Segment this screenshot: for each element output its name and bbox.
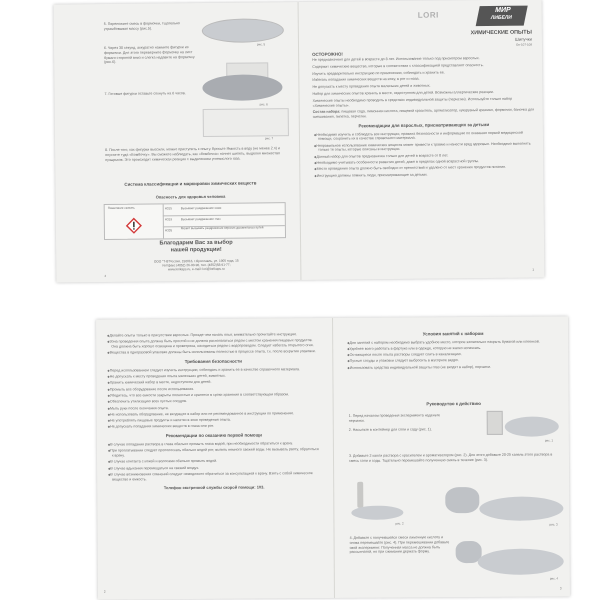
product-code: Оп-107-108 bbox=[516, 42, 533, 47]
product-title: ХИМИЧЕСКИЕ ОПЫТЫ bbox=[470, 29, 532, 37]
fig-4-label: рис. 4 bbox=[549, 576, 559, 581]
lori-logo: LORI bbox=[417, 10, 439, 20]
adult-rec-item: ◆ Место проведения опыта должно быть свободно от препятствий и удалено от мест хранения продуктов питания. bbox=[313, 165, 535, 172]
first-aid-title: Рекомендации по оказанию первой помощи bbox=[165, 432, 263, 439]
hazard-text: Вызывает раздражение кожи bbox=[180, 205, 222, 211]
hazard-signal-word: Пожелание сказать bbox=[107, 205, 135, 211]
cup-illustration bbox=[487, 411, 503, 435]
safety-item: ◆ Промыть все оборудование после использования. bbox=[107, 386, 321, 392]
page-number: 4 bbox=[104, 274, 107, 279]
safety-item: ◆ Не допускать к месту проведения опыта маленьких детей, животных. bbox=[106, 373, 320, 379]
storage-block bbox=[346, 330, 560, 372]
warning-line: Изучить предварительно инструкцию по применению, соблюдать и хранить ее. bbox=[312, 70, 445, 76]
step-6-text: 6. Через 30 секунд, аккуратно нажмите фигурки из формочки. Для этого переверните формочку на лист бумаги стороной вниз и слегка надавите на формочку (рис.6). bbox=[103, 45, 195, 65]
safety-item: ◆ Обеспечить утилизацию всех пустых сосудов. bbox=[107, 398, 321, 404]
adult-rec-item: ◆ Необходимо учитывать особенности развития детей, даже в пределах одной возрастной группы. bbox=[313, 159, 535, 166]
fold-line bbox=[298, 2, 302, 280]
safety-item: ◆ Не употреблять пищевые продукты и напитки в зоне проведения опыта. bbox=[107, 417, 321, 423]
hazard-title: Опасность для здоровья человека bbox=[155, 193, 226, 200]
adult-rec-item: ◆ Неправильное использование химических веществ может привести к травме и нанести вред здоровью. Необходимо выполнять только те опыты, которые описаны в инструкции. bbox=[313, 141, 535, 153]
bowl-illustration bbox=[479, 496, 563, 521]
adult-rec-item: ◆ Инструкцию должны помнить люди, присматривающие за детьми. bbox=[313, 171, 535, 178]
safety-item: ◆ Хранить химический набор в месте, недоступном для детей. bbox=[106, 379, 320, 385]
storage-title: Условия занятий с набором bbox=[422, 330, 484, 337]
safety-item: ◆ Мыть руки после окончания опыта. bbox=[107, 405, 321, 411]
page-right-top bbox=[302, 0, 545, 280]
mixing-hand-illustration bbox=[445, 487, 479, 513]
storage-item: ◆ Пустые сосуды и упаковки следует выбросить в мусорное ведро. bbox=[346, 358, 560, 364]
hazard-pictogram-cell bbox=[105, 204, 164, 239]
adult-rec-item: ◆ Необходимо изучить и соблюдать все инструкции, правила безопасности и информацию по оказанию первой медицинской помощи, сохранить их в качестве справочного материала. bbox=[313, 130, 535, 142]
fig-1-label: рис. 1 bbox=[544, 438, 554, 443]
intro-item: ◆ Делайте опыты только в присутствии взрослых. Прежде чем начать опыт, внимательно прочитайте инструкцию. bbox=[106, 332, 320, 338]
safety-item: ◆ Убедитесь, что все емкости закрыты полностью и хранятся в сроки хранения в соответствующем образом. bbox=[107, 392, 321, 398]
fig-6-label: рис. 6 bbox=[259, 102, 268, 107]
company-address: ООО "Т-В"Россия, 150016, г.Ярославль, ул. 1905 года, 15 bbox=[153, 258, 239, 264]
bowl-illustration bbox=[505, 416, 559, 436]
step-7-text: 7. Готовые фигурки оставьте сохнуть на 6 часов. bbox=[104, 91, 186, 97]
fig-7-label: рис. 7 bbox=[264, 136, 274, 141]
page-number: 3 bbox=[559, 586, 562, 591]
fold-line bbox=[332, 318, 335, 598]
guide-step-3: 3. Добавьте 2 капли раствора с красителем и ароматизатором (рис. 2). Для этого добавьте 20-25 капель этого раствора в смесь соли и соды. Тщательно перемешайте полученную смесь в течение (рис. 3). bbox=[348, 452, 553, 463]
intro-item: ◆ Вещества в одноразовой упаковке должны быть использованы полностью в процессе опыта, т.к. после вскрытия упаковки. bbox=[106, 349, 320, 355]
drying-figures-illustration bbox=[203, 108, 289, 137]
brand-line-1: МИР bbox=[494, 6, 512, 14]
first-aid-item: ◆ При проглатывании следует прополоскать обильно водой рот, выпить немного свежей воды. Не вызывать рвоту, обратиться к врачу. bbox=[107, 447, 321, 458]
guide-step-4: 4. Добавьте с получившейся смеси лимонную кислоту и снова перемешайте (рис. 4). При перемешивании добавьте свой эксперимент. Полученная масса не должна быть рассыпчатой, но при сжимании держать форму. bbox=[349, 535, 450, 555]
warning-title: ОСТОРОЖНО! bbox=[312, 51, 343, 57]
fig-5-label: рис. 5 bbox=[256, 42, 266, 47]
intro-block bbox=[106, 332, 321, 491]
warning-line: Содержит химические вещества, которые в соответствии с классификацией представляют опасность. bbox=[312, 62, 484, 69]
composition-text: пищевая сода, лимонная кислота, пищевой краситель, ароматизатор, кукурузный крахмал, формочки, баночка для смешивания, пипетка, перчатки. bbox=[312, 107, 535, 120]
classification-title: Система классификации и маркировки химических веществ bbox=[124, 180, 257, 187]
leaflet-sheet-bottom bbox=[96, 316, 570, 599]
page-left-top bbox=[54, 2, 297, 282]
hazard-code: H335 bbox=[164, 228, 173, 233]
safety-item: ◆ Не допускать попадания химических веществ в глаза или рот. bbox=[107, 424, 321, 430]
storage-item: ◆ Для занятий с набором необходимо выбрать удобное место, которое желательно накрыть бумагой или клеенкой. bbox=[346, 339, 560, 345]
page-number: 2 bbox=[103, 589, 106, 594]
composition-label: Состав набора: bbox=[312, 109, 341, 115]
exclamation-hazard-icon bbox=[125, 217, 143, 235]
hazard-text: Вызывает раздражение глаз bbox=[180, 216, 221, 222]
guide-step-1: 1. Перед началом проведения эксперимента наденьте перчатки. bbox=[348, 413, 440, 423]
company-website: www.lorikaps.ru, e-mail: lori@lorikaps.ru bbox=[167, 266, 225, 272]
warning-line: Набор для химических опытов хранить в месте, недоступном для детей. Возможны аллергические реакции. bbox=[312, 89, 494, 96]
hazard-row bbox=[163, 225, 285, 238]
adult-recommendations-title: Рекомендации для взрослых, присматривающих за детьми bbox=[358, 121, 490, 129]
brand-line-2: ЛИБЕЛИ bbox=[490, 14, 513, 21]
storage-item: ◆ Остающиеся после опыта растворы следует слить в канализацию. bbox=[346, 352, 560, 358]
warning-line: Избегать попадания химических веществ на кожу, в рот и глаза. bbox=[312, 77, 420, 83]
page-number: 1 bbox=[532, 267, 535, 272]
safety-title: Требования безопасности bbox=[184, 358, 242, 365]
bowl-illustration bbox=[202, 18, 284, 43]
thanks-line-2: нашей продукции! bbox=[170, 246, 222, 254]
guide-step-2: 2. Насыпьте в контейнер для соли и соду (рис. 1). bbox=[348, 427, 432, 432]
warning-block bbox=[312, 50, 535, 180]
warning-line: Химические опыты необходимо проводить в средствах индивидуальной защиты (перчатки). Используйте только набор «Химические опыты». bbox=[312, 96, 513, 108]
page-right-bottom bbox=[336, 316, 570, 598]
hazard-table bbox=[104, 202, 286, 240]
composition bbox=[313, 108, 535, 120]
pipette-illustration bbox=[357, 482, 363, 508]
product-subtitle: Шипучки bbox=[515, 36, 532, 42]
warning-line: Не предназначено для детей в возрасте до 8 лет. Использование только под присмотром взрослых. bbox=[312, 56, 480, 62]
first-aid-item: ◆ В случае вдыхания перемещаться на свежий воздух. bbox=[107, 465, 321, 471]
hazard-code: H315 bbox=[164, 206, 172, 211]
hazard-text: Может вызывать раздражение верхних дыхательных путей bbox=[180, 225, 264, 231]
guide-title: Руководство к действию bbox=[426, 400, 481, 407]
first-aid-item: ◆ В случае попадания раствора в глаза обильно промыть глаза водой, при необходимости обратиться к врачу. bbox=[107, 441, 321, 447]
bowl-illustration bbox=[478, 548, 564, 575]
leaflet-sheet-top bbox=[54, 0, 545, 283]
step-5-text: 5. Переложите смесь в формочки, тщательно утрамбовывая массу (рис.5). bbox=[103, 21, 180, 31]
fig-3-label: рис. 3 bbox=[549, 522, 558, 527]
bowl-illustration bbox=[351, 506, 403, 520]
hazard-code: H319 bbox=[164, 217, 173, 222]
warning-line: Не допускать к месту проведения опыта маленьких детей и животных. bbox=[312, 83, 431, 90]
emergency-phone: Телефон экстренной службы скорой помощи: 103. bbox=[163, 484, 265, 491]
step-8-text: 8. После того, как фигурки высохли, можно приступить к опыту. Бросьте Ямкость в воду (не менее 2 л) и опустите туда «Бомбочку». Вы сможете наблюдать, как «бомбочка» начнет шипеть, выделяя множество пузырьков. Это происходит химическая реакция с выделением углекислого газа. bbox=[105, 146, 281, 162]
first-aid-item: ◆ В случае возникновения сомнений следует немедленно обратиться за консультацией к врачу. Взять с собой химическое вещество и емкость. bbox=[107, 471, 321, 482]
safety-item: ◆ Перед использованием следует изучить инструкцию, соблюдать и хранить ее в качестве справочного материала. bbox=[106, 367, 320, 373]
adult-rec-item: ◆ Данный набор для опытов предназначен только для детей в возрасте от 8 лет. bbox=[313, 152, 535, 159]
mir-brand-logo bbox=[476, 6, 528, 27]
intro-item: ◆ Зона проведения опыта должна быть простой и не должна располагаться рядом с местом хранения пищевых продуктов. Она должна быть хорошо освещена и проветрена, находиться рядом с водопроводом. Следует избегать открытого огня. bbox=[106, 338, 320, 349]
page-left-bottom bbox=[96, 318, 330, 600]
company-phone: тел/факс (4852) 26-90-90, тел. (4852)58-91-77; bbox=[162, 262, 231, 268]
safety-item: ◆ Не использовать оборудование, не входящее в набор или не рекомендованное в инструкции по применению. bbox=[107, 411, 321, 417]
thanks-line-1: Благодарим Вас за выбор bbox=[159, 239, 233, 247]
storage-item: ◆ Использовать средства индивидуальной защиты глаз (не входят в набор), перчатки. bbox=[346, 364, 560, 370]
storage-item: ◆ Удобнее всего работать в фартуке или в одежде, которую не жалко испачкать. bbox=[346, 345, 560, 351]
first-aid-item: ◆ В случае контакта с кожей и волосами обильно промыть водой. bbox=[107, 458, 321, 464]
fig-2-label: рис. 2 bbox=[395, 521, 404, 526]
mold-illustration bbox=[202, 74, 282, 101]
